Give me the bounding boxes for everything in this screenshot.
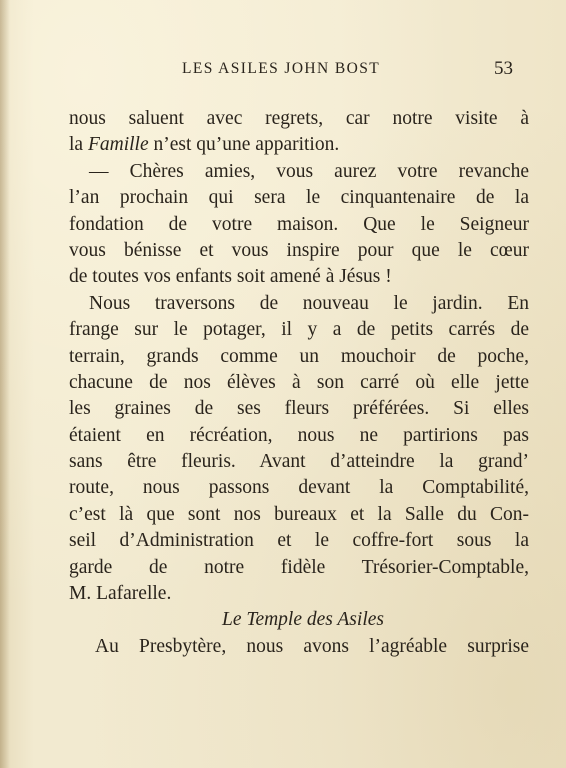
text-line: — Chères amies, vous aurez votre revanche	[89, 160, 529, 182]
text-line: seil d’Administration et le coffre-fort sous la	[69, 530, 529, 552]
italic-title: Famille	[87, 134, 149, 156]
text-line: l’an prochain qui sera le cinquantenaire de la	[69, 187, 529, 209]
page-spine-shadow	[0, 0, 10, 768]
text-line: fondation de votre maison. Que le Seigneur	[69, 213, 529, 235]
text-line: M. Lafarelle.	[69, 583, 172, 605]
running-head	[0, 58, 566, 82]
text-line: sans être fleuris. Avant d’atteindre la grand’	[69, 451, 529, 473]
text-line: frange sur le potager, il y a de petits carrés de	[69, 319, 529, 341]
page-number: 53	[494, 58, 513, 79]
text-line: route, nous passons devant la Comptabilité,	[69, 477, 529, 499]
text-line: de toutes vos enfants soit amené à Jésus !	[69, 266, 392, 288]
text-line: Nous traversons de nouveau le jardin. En	[89, 292, 529, 314]
running-title: LES ASILES JOHN BOST	[182, 60, 381, 77]
text-line: Au Presbytère, nous avons l’agréable surprise	[95, 635, 529, 657]
text-line: terrain, grands comme un mouchoir de poche,	[69, 345, 529, 367]
text-line	[69, 132, 529, 158]
text-line: étaient en récréation, nous ne partirions pas	[69, 424, 529, 446]
section-heading: Le Temple des Asiles	[222, 609, 384, 631]
text-line: les graines de ses fleurs préférées. Si elles	[69, 398, 529, 420]
text-line: chacune de nos élèves à son carré où elle jette	[69, 371, 529, 393]
text-line: vous bénisse et vous inspire pour que le cœur	[69, 239, 529, 261]
text-line: c’est là que sont nos bureaux et la Salle du Con-	[69, 503, 529, 525]
text-line: nous saluent avec regrets, car notre visite à	[69, 108, 529, 129]
text-fragment: la	[69, 134, 88, 156]
body-text	[69, 106, 529, 660]
text-line: garde de notre fidèle Trésorier-Comptable,	[69, 556, 529, 578]
text-fragment: n’est qu’une apparition.	[148, 134, 340, 156]
